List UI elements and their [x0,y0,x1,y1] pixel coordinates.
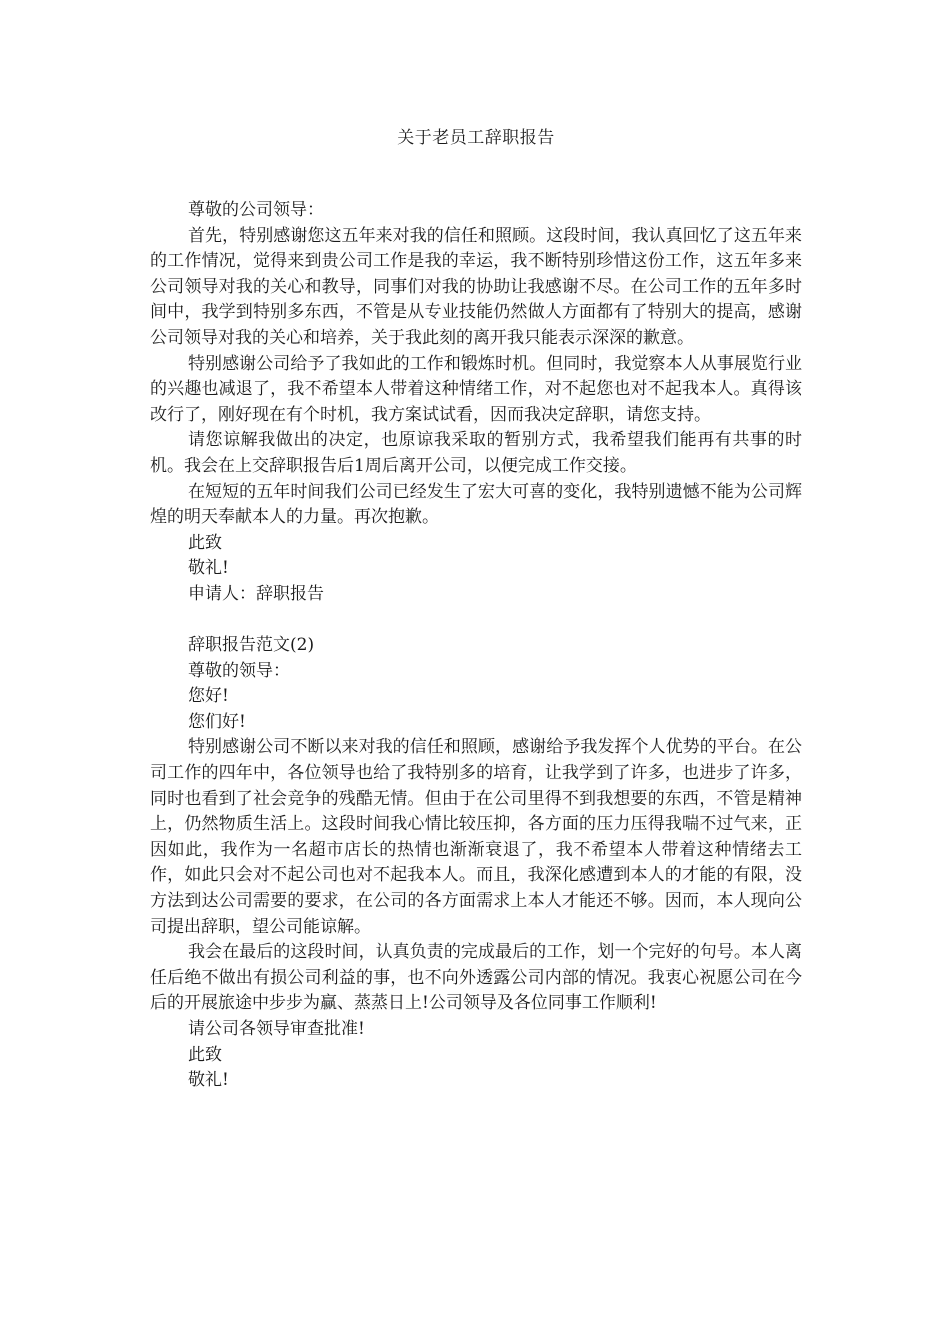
letter1-closing: 此致 [188,532,222,553]
letter2-closing: 此致 [188,1044,222,1065]
section-spacer [150,608,802,634]
letter1-paragraph: 首先，特别感谢您这五年来对我的信任和照顾。这段时间，我认真回忆了这五年来的工作情况，觉得来到贵公司工作是我的幸运，我不断特别珍惜这份工作，这五年多来公司领导对我的关心和教导，同事们对我的协助让我感谢不尽。在公司工作的五年多时间中，我学到特别多东西，不管是从专业技能仍然做人方面都有了特别大的提高，感谢公司领导对我的关心和培养，关于我此刻的离开我只能表示深深的歉意。 [150,225,802,348]
letter1-paragraph: 特别感谢公司给予了我如此的工作和锻炼时机。但同时，我觉察本人从事展览行业的兴趣也减退了，我不希望本人带着这种情绪工作，对不起您也对不起我本人。真得该改行了，刚好现在有个时机，我方案试试看，因而我决定辞职，请您支持。 [150,353,802,425]
letter1-regards: 敬礼! [188,558,229,579]
letter1-paragraph: 在短短的五年时间我们公司已经发生了宏大可喜的变化，我特别遗憾不能为公司辉煌的明天奉献本人的力量。再次抱歉。 [150,481,802,528]
letter2-salutation: 尊敬的领导： [188,660,290,681]
letter2-paragraph: 特别感谢公司不断以来对我的信任和照顾，感谢给予我发挥个人优势的平台。在公司工作的四年中，各位领导也给了我特别多的培育，让我学到了许多，也进步了许多，同时也看到了社会竞争的残酷无情。但由于在公司里得不到我想要的东西，不管是精神上，仍然物质生活上。这段时间我心情比较压抑，各方面的压力压得我喘不过气来，正因如此，我作为一名超市店长的热情也渐渐衰退了，我不希望本人带着这种情绪去工作，如此只会对不起公司也对不起我本人。而且，我深化感遭到本人的才能的有限，没方法到达公司需要的要求，在公司的各方面需求上本人才能还不够。因而，本人现向公司提出辞职，望公司能谅解。 [150,737,802,937]
letter2-greeting: 您好! [188,686,229,707]
letter1-salutation: 尊敬的公司领导： [188,200,324,220]
letter2-greeting: 您们好! [188,711,246,732]
letter2-request: 请公司各领导审查批准! [188,1019,365,1039]
letter1-paragraph: 请您谅解我做出的决定，也原谅我采取的暂别方式，我希望我们能再有共事的时机。我会在上交辞职报告后1周后离开公司，以便完成工作交接。 [150,430,802,476]
letter1-signature: 申请人：辞职报告 [188,583,324,604]
letter2-heading: 辞职报告范文(2) [188,635,315,656]
document-body [150,198,802,1094]
document-title: 关于老员工辞职报告 [397,128,555,148]
letter2-regards: 敬礼! [188,1070,229,1091]
letter2-paragraph: 我会在最后的这段时间，认真负责的完成最后的工作，划一个完好的句号。本人离任后绝不做出有损公司利益的事，也不向外透露公司内部的情况。我衷心祝愿公司在今后的开展旅途中步步为赢、蒸蒸日上!公司领导及各位同事工作顺利! [150,942,802,1014]
